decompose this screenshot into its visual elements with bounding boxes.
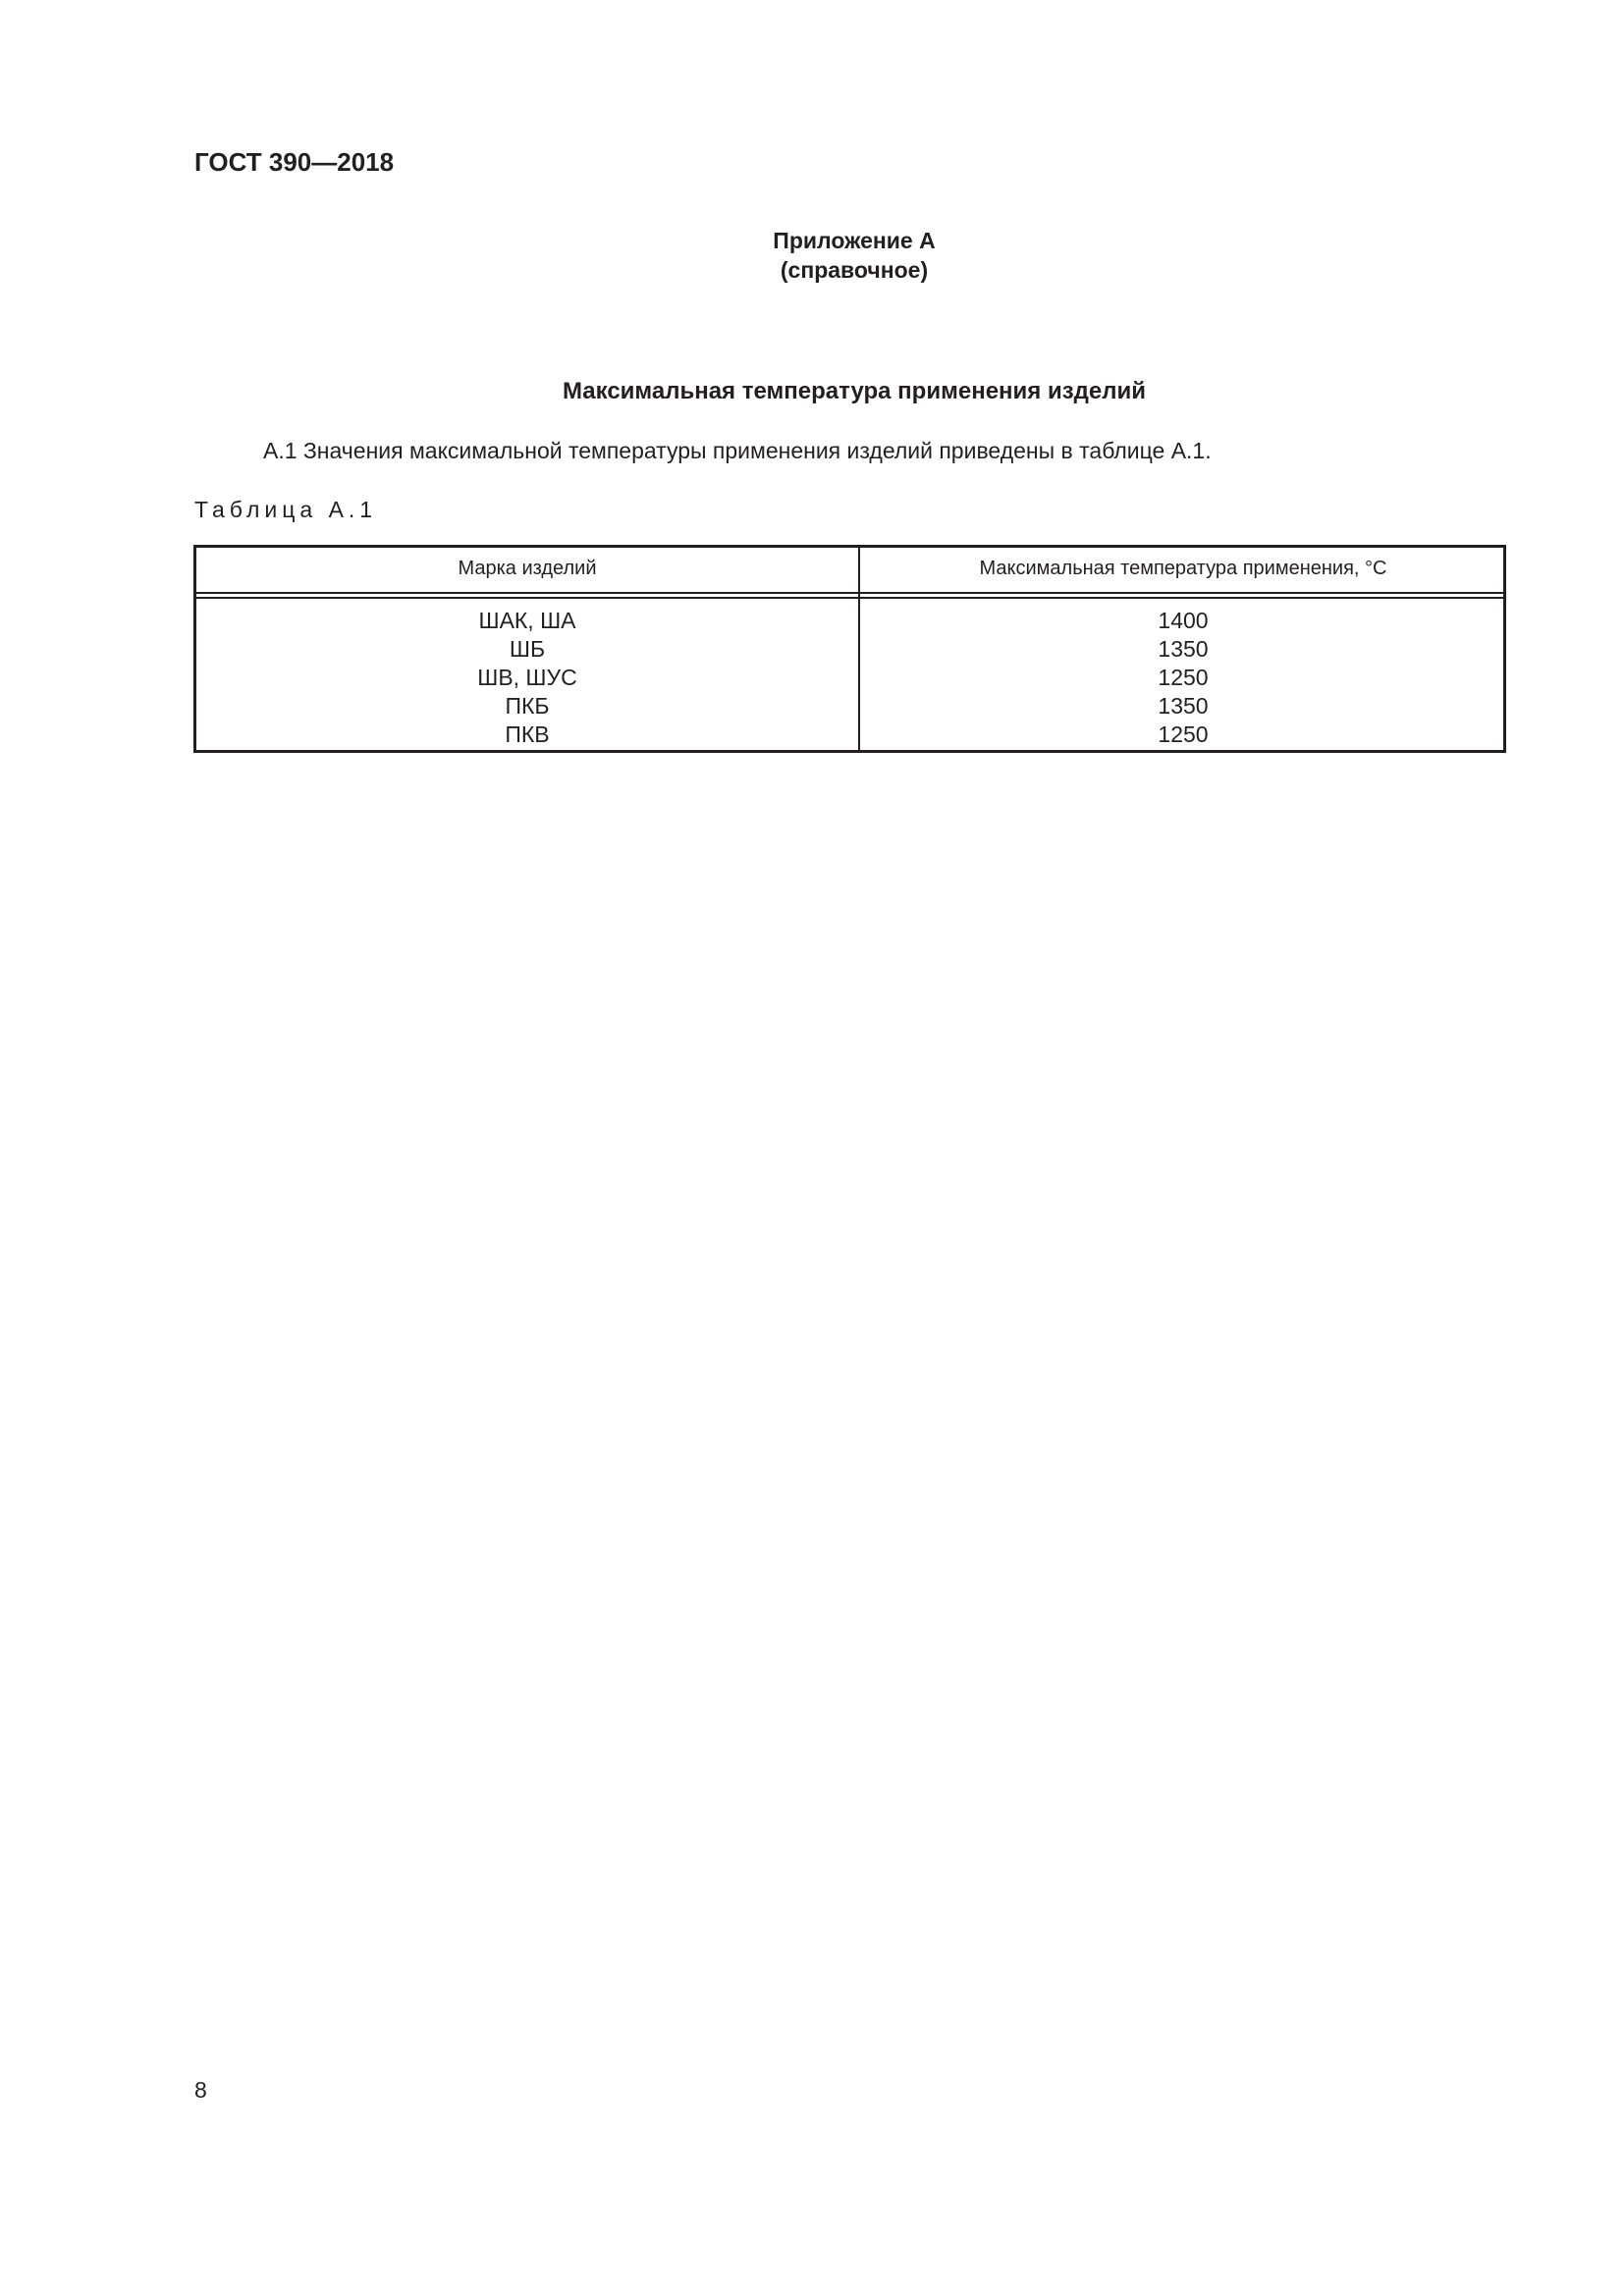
table-cell-temperature: 1350 <box>1158 693 1209 719</box>
document-code: ГОСТ 390—2018 <box>194 147 395 177</box>
appendix-title: Приложение А <box>773 228 936 253</box>
table-cell-grade: ШВ, ШУС <box>477 665 577 690</box>
table-cell-temperature: 1350 <box>1158 636 1209 662</box>
table-cell-grade: ШАК, ША <box>478 608 576 633</box>
header-divider <box>196 597 1503 599</box>
section-title: Максимальная температура применения изделий <box>563 378 1146 404</box>
table-cell-temperature: 1250 <box>1158 721 1209 747</box>
table-cell-grade: ПКБ <box>505 693 550 719</box>
table-cell-grade: ШБ <box>509 636 546 662</box>
temperature-column <box>860 607 1506 749</box>
page-number: 8 <box>194 2077 207 2103</box>
header-divider <box>196 592 1503 594</box>
paragraph-a1: А.1 Значения максимальной температуры применения изделий приведены в таблице А.1. <box>263 438 1212 463</box>
table-cell-temperature: 1250 <box>1158 665 1209 690</box>
grade-column <box>196 607 858 749</box>
table-caption: Таблица А.1 <box>194 497 378 522</box>
data-table <box>193 545 1506 753</box>
column-header-grade: Марка изделий <box>458 558 597 579</box>
table-cell-temperature: 1400 <box>1158 608 1209 633</box>
appendix-heading <box>0 226 1624 285</box>
appendix-subtitle: (справочное) <box>780 257 929 283</box>
table-cell-grade: ПКВ <box>505 721 550 747</box>
column-header-max-temp: Максимальная температура применения, °С <box>979 558 1387 579</box>
